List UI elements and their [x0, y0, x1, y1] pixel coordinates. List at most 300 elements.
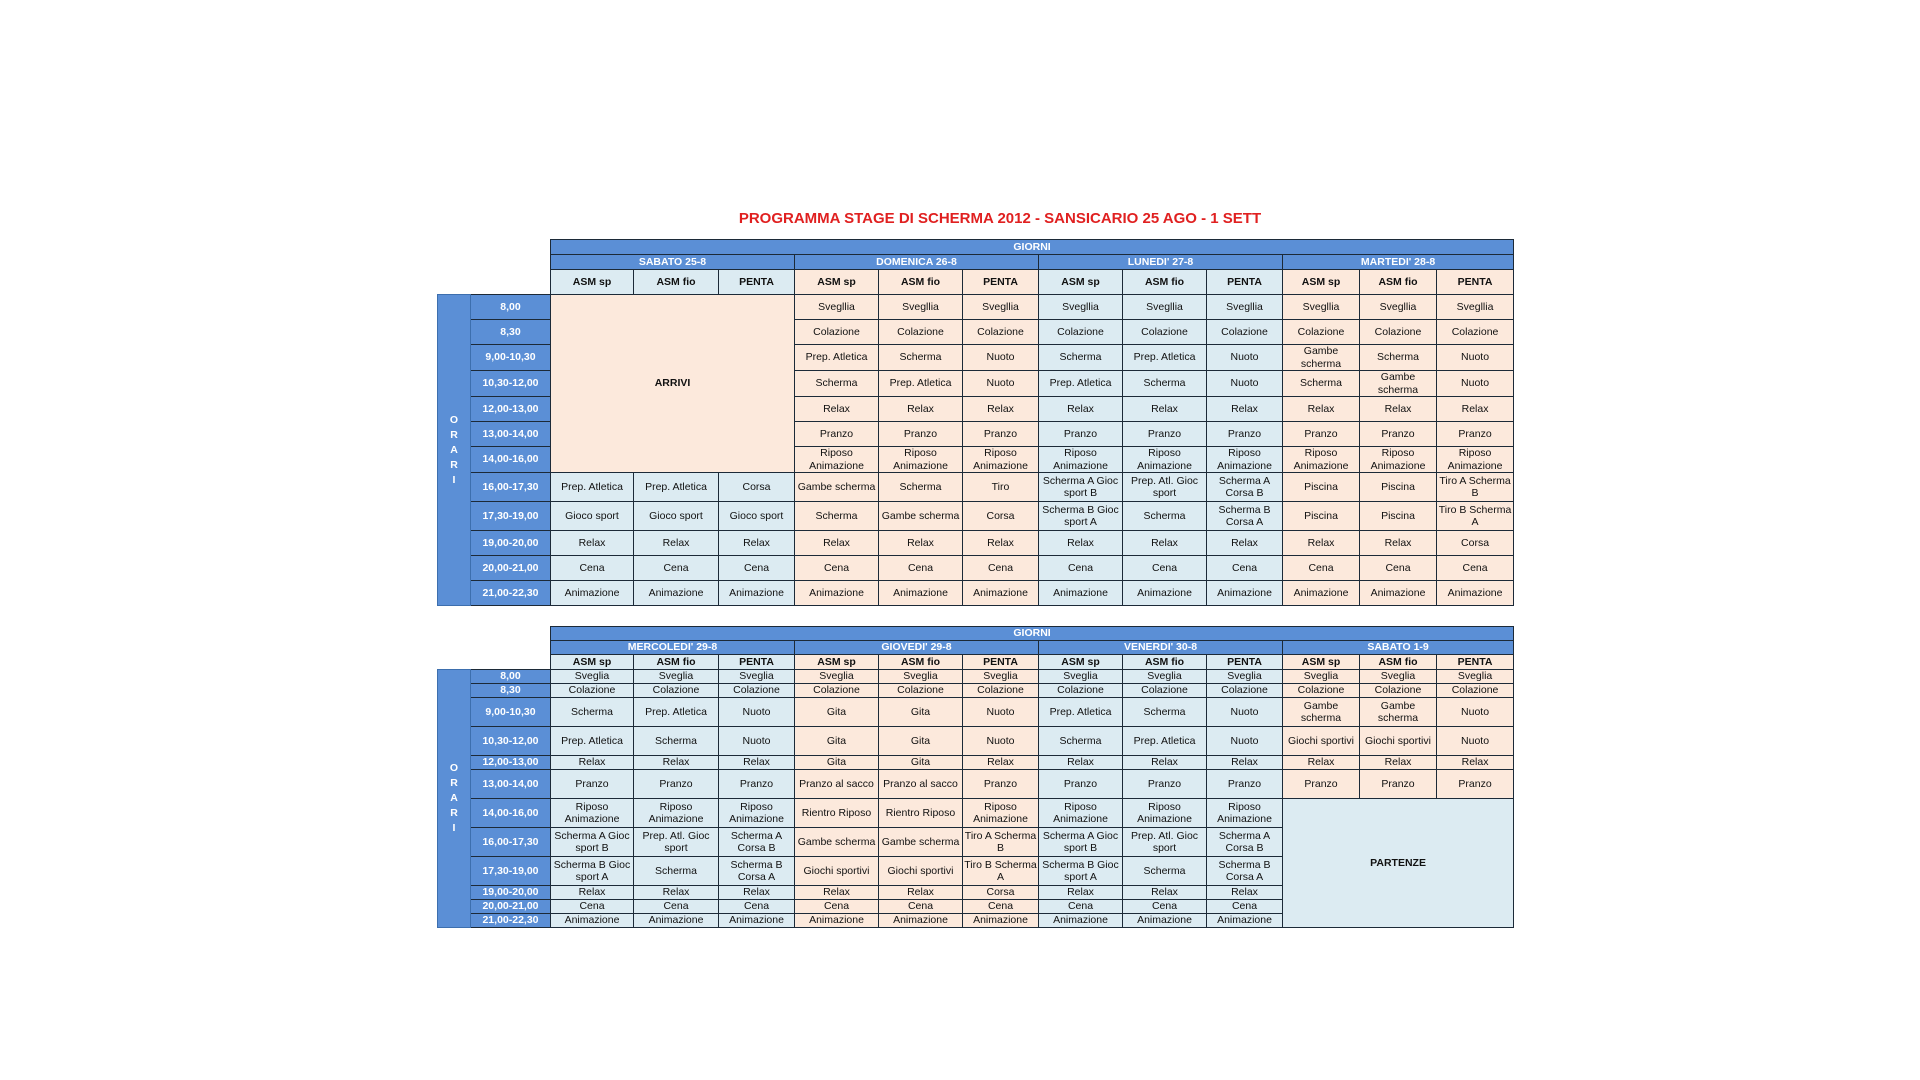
- schedule-cell: Gambe scherma: [1283, 345, 1360, 371]
- schedule-cell: Animazione: [1437, 581, 1514, 606]
- schedule-cell: Relax: [1123, 397, 1207, 422]
- schedule-cell: Nuoto: [1207, 345, 1283, 371]
- schedule-cell: Prep. Atletica: [1039, 698, 1123, 727]
- schedule-cell: Pranzo: [879, 422, 963, 447]
- schedule-cell: Colazione: [1360, 684, 1437, 698]
- time-slot-label: 8,00: [471, 670, 551, 684]
- schedule-table-week-2: [437, 626, 1514, 928]
- schedule-cell: Gita: [795, 727, 879, 756]
- schedule-cell: Colazione: [795, 320, 879, 345]
- schedule-cell: Animazione: [795, 581, 879, 606]
- schedule-cell: Pranzo: [963, 770, 1039, 799]
- group-column-header: ASM sp: [1039, 655, 1123, 670]
- schedule-cell: Animazione: [1283, 581, 1360, 606]
- schedule-cell: Scherma: [1123, 502, 1207, 531]
- schedule-cell: Tiro B Scherma A: [1437, 502, 1514, 531]
- corner-blank: [438, 240, 551, 255]
- schedule-cell: Sveglia: [1360, 670, 1437, 684]
- schedule-cell: Relax: [795, 397, 879, 422]
- schedule-cell: Cena: [634, 900, 719, 914]
- schedule-cell: Relax: [719, 756, 795, 770]
- schedule-cell: Relax: [963, 397, 1039, 422]
- schedule-cell: Svegllia: [1283, 295, 1360, 320]
- schedule-cell: Riposo Animazione: [634, 799, 719, 828]
- day-header: MARTEDI' 28-8: [1283, 255, 1514, 270]
- schedule-cell: Animazione: [719, 581, 795, 606]
- schedule-cell: Gita: [879, 698, 963, 727]
- schedule-cell: Svegllia: [1437, 295, 1514, 320]
- partenze-block: PARTENZE: [1283, 799, 1514, 928]
- group-column-header: ASM fio: [1360, 655, 1437, 670]
- schedule-cell: Scherma: [551, 698, 634, 727]
- group-column-header: PENTA: [963, 270, 1039, 295]
- group-column-header: ASM sp: [1039, 270, 1123, 295]
- group-column-header: ASM fio: [634, 655, 719, 670]
- orari-side-label: [438, 295, 471, 606]
- schedule-cell: Cena: [1207, 556, 1283, 581]
- schedule-cell: Animazione: [1360, 581, 1437, 606]
- schedule-cell: Nuoto: [1437, 371, 1514, 397]
- schedule-cell: Cena: [1283, 556, 1360, 581]
- schedule-cell: Pranzo: [1207, 422, 1283, 447]
- schedule-cell: Animazione: [551, 581, 634, 606]
- schedule-cell: Scherma: [1039, 345, 1123, 371]
- schedule-cell: Animazione: [634, 581, 719, 606]
- schedule-cell: Prep. Atletica: [1123, 727, 1207, 756]
- schedule-cell: Colazione: [1283, 684, 1360, 698]
- schedule-cell: Piscina: [1360, 502, 1437, 531]
- schedule-cell: Riposo Animazione: [1123, 799, 1207, 828]
- schedule-cell: Colazione: [551, 684, 634, 698]
- schedule-cell: Riposo Animazione: [1039, 799, 1123, 828]
- group-column-header: PENTA: [719, 270, 795, 295]
- schedule-cell: Riposo Animazione: [963, 799, 1039, 828]
- schedule-cell: Animazione: [963, 581, 1039, 606]
- corner-blank: [438, 641, 551, 655]
- schedule-cell: Scherma B Gioc sport A: [1039, 502, 1123, 531]
- time-slot-label: 20,00-21,00: [471, 556, 551, 581]
- group-column-header: ASM sp: [795, 270, 879, 295]
- schedule-cell: Nuoto: [963, 371, 1039, 397]
- orari-letter: O: [449, 413, 459, 426]
- schedule-cell: Prep. Atletica: [879, 371, 963, 397]
- schedule-cell: Colazione: [1437, 320, 1514, 345]
- schedule-cell: Riposo Animazione: [1207, 799, 1283, 828]
- schedule-cell: Animazione: [879, 581, 963, 606]
- schedule-cell: Riposo Animazione: [719, 799, 795, 828]
- schedule-cell: Colazione: [719, 684, 795, 698]
- schedule-cell: Colazione: [1207, 320, 1283, 345]
- time-slot-label: 8,00: [471, 295, 551, 320]
- group-column-header: ASM fio: [634, 270, 719, 295]
- schedule-cell: Relax: [1283, 756, 1360, 770]
- schedule-cell: Prep. Atl. Gioc sport: [1123, 473, 1207, 502]
- schedule-cell: Scherma A Gioc sport B: [1039, 473, 1123, 502]
- schedule-cell: Gioco sport: [551, 502, 634, 531]
- group-column-header: ASM fio: [879, 655, 963, 670]
- schedule-cell: Corsa: [1437, 531, 1514, 556]
- group-column-header: ASM sp: [795, 655, 879, 670]
- schedule-cell: Animazione: [1207, 581, 1283, 606]
- schedule-cell: Cena: [1123, 900, 1207, 914]
- time-slot-label: 8,30: [471, 320, 551, 345]
- page-title: PROGRAMMA STAGE DI SCHERMA 2012 - SANSICARIO 25 AGO - 1 SETT: [738, 210, 1262, 227]
- day-header: GIOVEDI' 29-8: [795, 641, 1039, 655]
- schedule-cell: Relax: [795, 531, 879, 556]
- schedule-cell: Rientro Riposo: [879, 799, 963, 828]
- schedule-cell: Pranzo: [1039, 770, 1123, 799]
- schedule-cell: Riposo Animazione: [1283, 447, 1360, 473]
- schedule-cell: Gita: [879, 727, 963, 756]
- orari-letter: R: [450, 428, 458, 441]
- day-header: DOMENICA 26-8: [795, 255, 1039, 270]
- schedule-cell: Cena: [963, 556, 1039, 581]
- schedule-cell: Cena: [719, 556, 795, 581]
- schedule-cell: Animazione: [719, 914, 795, 928]
- schedule-cell: Colazione: [879, 320, 963, 345]
- schedule-cell: Gambe scherma: [1360, 698, 1437, 727]
- time-slot-label: 16,00-17,30: [471, 473, 551, 502]
- group-column-header: ASM fio: [1123, 270, 1207, 295]
- schedule-cell: Cena: [963, 900, 1039, 914]
- time-slot-label: 14,00-16,00: [471, 799, 551, 828]
- schedule-cell: Scherma A Corsa B: [1207, 473, 1283, 502]
- schedule-cell: Cena: [634, 556, 719, 581]
- schedule-table-week-1: [437, 239, 1514, 606]
- schedule-cell: Relax: [1437, 397, 1514, 422]
- schedule-cell: Rientro Riposo: [795, 799, 879, 828]
- group-column-header: PENTA: [1437, 655, 1514, 670]
- schedule-cell: Scherma B Gioc sport A: [1039, 857, 1123, 886]
- schedule-cell: Gambe scherma: [795, 473, 879, 502]
- time-slot-label: 9,00-10,30: [471, 698, 551, 727]
- schedule-cell: Svegllia: [1123, 295, 1207, 320]
- schedule-cell: Relax: [551, 886, 634, 900]
- schedule-cell: Sveglia: [1437, 670, 1514, 684]
- schedule-cell: Cena: [879, 900, 963, 914]
- schedule-cell: Riposo Animazione: [551, 799, 634, 828]
- schedule-cell: Gioco sport: [719, 502, 795, 531]
- table-row: [438, 799, 1514, 828]
- schedule-cell: Nuoto: [963, 345, 1039, 371]
- schedule-cell: Svegllia: [1207, 295, 1283, 320]
- group-column-header: ASM sp: [1283, 655, 1360, 670]
- schedule-cell: Scherma B Corsa A: [1207, 857, 1283, 886]
- schedule-cell: Scherma: [879, 345, 963, 371]
- schedule-cell: Scherma: [1123, 857, 1207, 886]
- schedule-cell: Animazione: [963, 914, 1039, 928]
- schedule-cell: Sveglia: [1207, 670, 1283, 684]
- schedule-cell: Relax: [1283, 397, 1360, 422]
- schedule-cell: Piscina: [1283, 502, 1360, 531]
- schedule-cell: Relax: [1207, 531, 1283, 556]
- time-slot-label: 17,30-19,00: [471, 857, 551, 886]
- schedule-cell: Prep. Atletica: [1123, 345, 1207, 371]
- group-column-header: PENTA: [963, 655, 1039, 670]
- schedule-cell: Cena: [879, 556, 963, 581]
- schedule-cell: Relax: [551, 531, 634, 556]
- schedule-cell: Relax: [1207, 397, 1283, 422]
- schedule-cell: Nuoto: [963, 727, 1039, 756]
- table-row: [438, 531, 1514, 556]
- schedule-cell: Tiro A Scherma B: [1437, 473, 1514, 502]
- schedule-cell: Relax: [879, 531, 963, 556]
- schedule-cell: Riposo Animazione: [879, 447, 963, 473]
- schedule-cell: Scherma: [634, 727, 719, 756]
- time-slot-label: 19,00-20,00: [471, 531, 551, 556]
- time-slot-label: 8,30: [471, 684, 551, 698]
- schedule-cell: Gita: [879, 756, 963, 770]
- time-slot-label: 20,00-21,00: [471, 900, 551, 914]
- time-slot-label: 21,00-22,30: [471, 914, 551, 928]
- table-row: [438, 473, 1514, 502]
- orari-letter: I: [452, 473, 456, 486]
- schedule-cell: Relax: [1039, 531, 1123, 556]
- schedule-cell: Prep. Atletica: [634, 698, 719, 727]
- time-slot-label: 14,00-16,00: [471, 447, 551, 473]
- schedule-cell: Cena: [1360, 556, 1437, 581]
- schedule-cell: Scherma: [1123, 698, 1207, 727]
- schedule-cell: Relax: [1039, 756, 1123, 770]
- schedule-cell: Colazione: [1123, 684, 1207, 698]
- schedule-cell: Riposo Animazione: [1123, 447, 1207, 473]
- schedule-cell: Pranzo: [1360, 770, 1437, 799]
- schedule-cell: Scherma: [1283, 371, 1360, 397]
- schedule-cell: Relax: [963, 756, 1039, 770]
- giorni-header: GIORNI: [551, 627, 1514, 641]
- schedule-cell: Scherma B Gioc sport A: [551, 857, 634, 886]
- orari-letter: R: [450, 807, 458, 819]
- schedule-cell: Colazione: [795, 684, 879, 698]
- group-column-header: ASM fio: [1360, 270, 1437, 295]
- schedule-cell: Colazione: [634, 684, 719, 698]
- schedule-cell: Sveglia: [1123, 670, 1207, 684]
- group-column-header: ASM fio: [1123, 655, 1207, 670]
- schedule-cell: Pranzo: [963, 422, 1039, 447]
- schedule-cell: Cena: [551, 556, 634, 581]
- schedule-cell: Gambe scherma: [879, 502, 963, 531]
- schedule-cell: Scherma B Corsa A: [719, 857, 795, 886]
- orari-letter: A: [450, 792, 458, 804]
- schedule-cell: Relax: [879, 397, 963, 422]
- schedule-cell: Corsa: [963, 502, 1039, 531]
- schedule-cell: Svegllia: [963, 295, 1039, 320]
- time-slot-label: 12,00-13,00: [471, 397, 551, 422]
- schedule-cell: Corsa: [963, 886, 1039, 900]
- schedule-cell: Pranzo: [1437, 422, 1514, 447]
- schedule-cell: Relax: [1360, 756, 1437, 770]
- schedule-cell: Colazione: [879, 684, 963, 698]
- group-column-header: PENTA: [1207, 270, 1283, 295]
- schedule-cell: Scherma A Corsa B: [1207, 828, 1283, 857]
- schedule-cell: Pranzo: [1283, 770, 1360, 799]
- table-row: [438, 770, 1514, 799]
- schedule-cell: Scherma: [795, 371, 879, 397]
- time-slot-label: 9,00-10,30: [471, 345, 551, 371]
- schedule-cell: Relax: [1283, 531, 1360, 556]
- schedule-cell: Relax: [634, 756, 719, 770]
- time-slot-label: 13,00-14,00: [471, 770, 551, 799]
- schedule-cell: Tiro: [963, 473, 1039, 502]
- schedule-cell: Cena: [1207, 900, 1283, 914]
- schedule-cell: Pranzo: [1437, 770, 1514, 799]
- time-slot-label: 19,00-20,00: [471, 886, 551, 900]
- schedule-cell: Pranzo: [719, 770, 795, 799]
- table-row: [438, 556, 1514, 581]
- schedule-cell: Colazione: [1360, 320, 1437, 345]
- group-column-header: ASM sp: [1283, 270, 1360, 295]
- table-row: [438, 727, 1514, 756]
- schedule-cell: Pranzo: [1123, 770, 1207, 799]
- orari-letter: O: [449, 762, 459, 774]
- schedule-cell: Prep. Atletica: [634, 473, 719, 502]
- schedule-cell: Riposo Animazione: [795, 447, 879, 473]
- schedule-cell: Riposo Animazione: [1437, 447, 1514, 473]
- schedule-cell: Relax: [719, 886, 795, 900]
- schedule-cell: Svegllia: [1039, 295, 1123, 320]
- giorni-header: GIORNI: [551, 240, 1514, 255]
- schedule-cell: Gambe scherma: [795, 828, 879, 857]
- schedule-cell: Colazione: [1039, 320, 1123, 345]
- group-column-header: ASM fio: [879, 270, 963, 295]
- schedule-cell: Pranzo: [1283, 422, 1360, 447]
- schedule-cell: Svegllia: [795, 295, 879, 320]
- corner-blank: [438, 627, 551, 641]
- schedule-cell: Pranzo: [1039, 422, 1123, 447]
- corner-blank: [438, 270, 551, 295]
- schedule-cell: Animazione: [551, 914, 634, 928]
- schedule-cell: Nuoto: [1207, 727, 1283, 756]
- schedule-cell: Relax: [1039, 397, 1123, 422]
- schedule-cell: Relax: [879, 886, 963, 900]
- schedule-cell: Pranzo: [1207, 770, 1283, 799]
- schedule-cell: Nuoto: [719, 727, 795, 756]
- schedule-cell: Pranzo al sacco: [795, 770, 879, 799]
- schedule-cell: Colazione: [1123, 320, 1207, 345]
- schedule-cell: Relax: [634, 886, 719, 900]
- schedule-cell: Cena: [551, 900, 634, 914]
- schedule-cell: Animazione: [879, 914, 963, 928]
- schedule-cell: Gita: [795, 698, 879, 727]
- schedule-cell: Nuoto: [1437, 727, 1514, 756]
- day-header: MERCOLEDI' 29-8: [551, 641, 795, 655]
- schedule-cell: Pranzo: [634, 770, 719, 799]
- schedule-cell: Piscina: [1283, 473, 1360, 502]
- orari-letter: R: [450, 458, 458, 471]
- schedule-cell: Cena: [1039, 900, 1123, 914]
- schedule-cell: Sveglia: [634, 670, 719, 684]
- schedule-cell: Nuoto: [963, 698, 1039, 727]
- schedule-cell: Riposo Animazione: [1039, 447, 1123, 473]
- table-row: [438, 295, 1514, 320]
- schedule-cell: Cena: [795, 556, 879, 581]
- corner-blank: [438, 655, 551, 670]
- schedule-cell: Scherma: [1039, 727, 1123, 756]
- schedule-cell: Relax: [1360, 531, 1437, 556]
- schedule-cell: Scherma: [1123, 371, 1207, 397]
- schedule-cell: Sveglia: [879, 670, 963, 684]
- group-column-header: ASM sp: [551, 270, 634, 295]
- schedule-cell: Prep. Atl. Gioc sport: [634, 828, 719, 857]
- schedule-cell: Gambe scherma: [879, 828, 963, 857]
- time-slot-label: 16,00-17,30: [471, 828, 551, 857]
- schedule-cell: Giochi sportivi: [879, 857, 963, 886]
- schedule-cell: Animazione: [795, 914, 879, 928]
- schedule-cell: Gita: [795, 756, 879, 770]
- schedule-cell: Tiro A Scherma B: [963, 828, 1039, 857]
- schedule-cell: Colazione: [1207, 684, 1283, 698]
- corner-blank: [438, 255, 551, 270]
- time-slot-label: 21,00-22,30: [471, 581, 551, 606]
- day-header: SABATO 25-8: [551, 255, 795, 270]
- schedule-cell: Sveglia: [1039, 670, 1123, 684]
- group-column-header: ASM sp: [551, 655, 634, 670]
- schedule-cell: Scherma A Gioc sport B: [551, 828, 634, 857]
- schedule-cell: Animazione: [1123, 914, 1207, 928]
- schedule-cell: Sveglia: [795, 670, 879, 684]
- schedule-cell: Scherma B Corsa A: [1207, 502, 1283, 531]
- schedule-cell: Relax: [1437, 756, 1514, 770]
- schedule-cell: Scherma: [634, 857, 719, 886]
- schedule-cell: Scherma A Corsa B: [719, 828, 795, 857]
- schedule-cell: Scherma A Gioc sport B: [1039, 828, 1123, 857]
- schedule-cell: Scherma: [879, 473, 963, 502]
- time-slot-label: 10,30-12,00: [471, 371, 551, 397]
- schedule-cell: Prep. Atletica: [551, 727, 634, 756]
- schedule-cell: Scherma: [795, 502, 879, 531]
- schedule-cell: Sveglia: [719, 670, 795, 684]
- schedule-cell: Animazione: [1039, 914, 1123, 928]
- schedule-cell: Nuoto: [1437, 345, 1514, 371]
- schedule-cell: Animazione: [1039, 581, 1123, 606]
- schedule-cell: Colazione: [963, 320, 1039, 345]
- schedule-cell: Colazione: [1437, 684, 1514, 698]
- table-row: [438, 502, 1514, 531]
- schedule-cell: Riposo Animazione: [1360, 447, 1437, 473]
- schedule-cell: Nuoto: [719, 698, 795, 727]
- schedule-cell: Prep. Atletica: [551, 473, 634, 502]
- schedule-cell: Relax: [551, 756, 634, 770]
- time-slot-label: 12,00-13,00: [471, 756, 551, 770]
- group-column-header: PENTA: [1207, 655, 1283, 670]
- table-row: [438, 684, 1514, 698]
- table-row: [438, 670, 1514, 684]
- orari-letter: R: [450, 777, 458, 789]
- schedule-cell: Pranzo: [795, 422, 879, 447]
- schedule-cell: Cena: [1437, 556, 1514, 581]
- schedule-cell: Relax: [634, 531, 719, 556]
- schedule-cell: Animazione: [1207, 914, 1283, 928]
- table-row: [438, 698, 1514, 727]
- schedule-cell: Gambe scherma: [1360, 371, 1437, 397]
- schedule-cell: Pranzo: [1360, 422, 1437, 447]
- schedule-cell: Colazione: [963, 684, 1039, 698]
- orari-side-label: [438, 670, 471, 928]
- schedule-cell: Pranzo al sacco: [879, 770, 963, 799]
- orari-letter: A: [450, 443, 458, 456]
- schedule-cell: Riposo Animazione: [1207, 447, 1283, 473]
- schedule-cell: Giochi sportivi: [795, 857, 879, 886]
- schedule-cell: Sveglia: [1283, 670, 1360, 684]
- schedule-cell: Relax: [1039, 886, 1123, 900]
- schedule-cell: Nuoto: [1207, 698, 1283, 727]
- day-header: SABATO 1-9: [1283, 641, 1514, 655]
- time-slot-label: 17,30-19,00: [471, 502, 551, 531]
- group-column-header: PENTA: [1437, 270, 1514, 295]
- schedule-cell: Sveglia: [551, 670, 634, 684]
- schedule-cell: Giochi sportivi: [1283, 727, 1360, 756]
- schedule-cell: Relax: [1123, 756, 1207, 770]
